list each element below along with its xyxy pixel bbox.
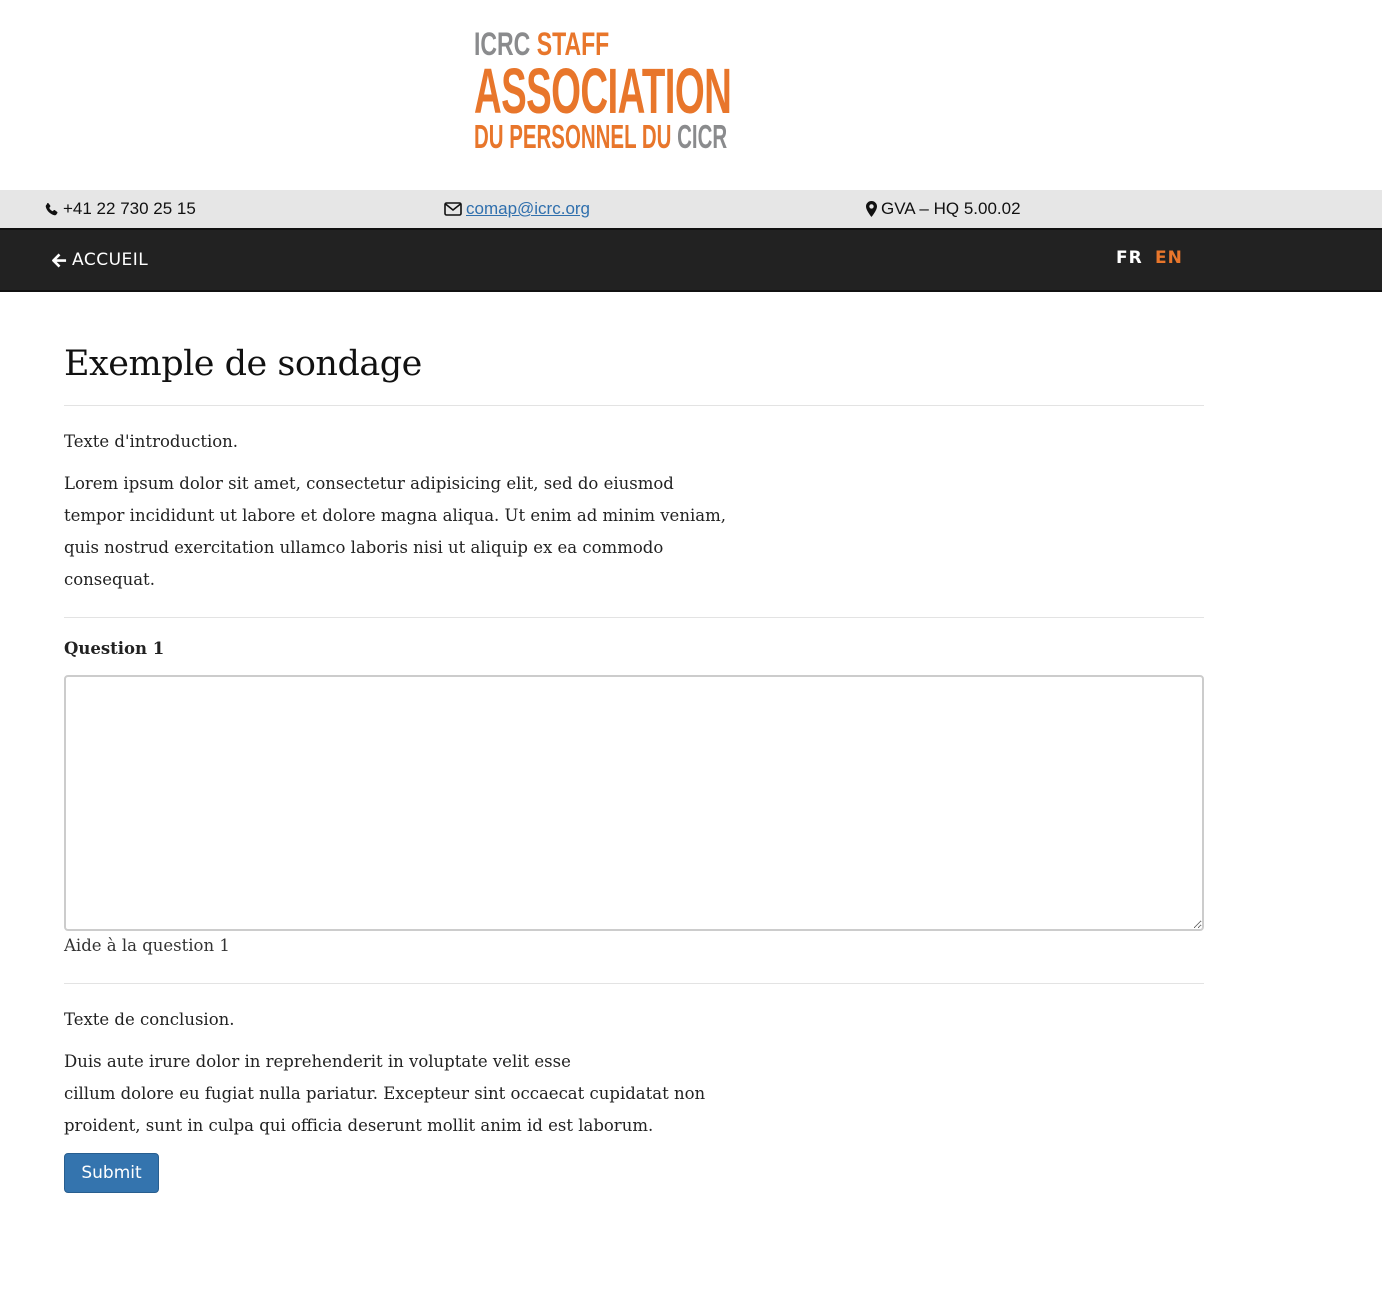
site-logo[interactable] bbox=[474, 26, 804, 155]
contact-email bbox=[444, 199, 590, 219]
home-link[interactable] bbox=[52, 250, 148, 270]
contact-location bbox=[866, 199, 1021, 219]
divider bbox=[64, 405, 1204, 406]
intro-line: tempor incididunt ut labore et dolore magna aliqua. Ut enim ad minim veniam, bbox=[64, 506, 726, 525]
conclusion-line: proident, sunt in culpa qui officia deserunt mollit anim id est laborum. bbox=[64, 1116, 654, 1135]
contact-bar bbox=[0, 190, 1382, 228]
lang-fr-link[interactable]: FR bbox=[1116, 248, 1143, 268]
email-link[interactable]: comap@icrc.org bbox=[466, 199, 591, 218]
logo-association-text: ASSOCIATION bbox=[474, 55, 732, 127]
phone-icon bbox=[44, 202, 59, 217]
divider bbox=[64, 617, 1204, 618]
divider bbox=[64, 983, 1204, 984]
lang-en-link[interactable]: EN bbox=[1155, 248, 1183, 268]
intro-text bbox=[64, 468, 726, 596]
page-title: Exemple de sondage bbox=[64, 344, 422, 384]
contact-phone bbox=[44, 199, 196, 219]
intro-title: Texte d'introduction. bbox=[64, 432, 239, 451]
logo-cicr-text: CICR bbox=[677, 118, 728, 155]
conclusion-line: cillum dolore eu fugiat nulla pariatur. Excepteur sint occaecat cupidatat non bbox=[64, 1084, 706, 1103]
question-1-help: Aide à la question 1 bbox=[64, 936, 230, 955]
intro-line: quis nostrud exercitation ullamco laboris nisi ut aliquip ex ea commodo bbox=[64, 538, 664, 557]
question-1-label: Question 1 bbox=[64, 639, 165, 658]
logo-staff-text: STAFF bbox=[536, 26, 610, 62]
map-marker-icon bbox=[866, 201, 877, 217]
question-1-textarea[interactable] bbox=[64, 675, 1204, 931]
submit-button[interactable]: Submit bbox=[64, 1153, 159, 1193]
main-navbar bbox=[0, 228, 1382, 292]
conclusion-text bbox=[64, 1046, 705, 1142]
arrow-left-icon bbox=[52, 253, 67, 268]
conclusion-line: Duis aute irure dolor in reprehenderit in voluptate velit esse bbox=[64, 1052, 571, 1071]
logo-du-personnel-text: DU PERSONNEL DU bbox=[474, 118, 672, 155]
phone-number: +41 22 730 25 15 bbox=[63, 199, 196, 218]
logo-icrc-text: ICRC bbox=[474, 26, 531, 62]
intro-line: Lorem ipsum dolor sit amet, consectetur adipisicing elit, sed do eiusmod bbox=[64, 474, 674, 493]
logo-line-3 bbox=[474, 120, 727, 153]
location-text: GVA – HQ 5.00.02 bbox=[881, 199, 1021, 218]
envelope-icon bbox=[444, 202, 462, 216]
home-link-label: ACCUEIL bbox=[72, 250, 149, 270]
intro-line: consequat. bbox=[64, 570, 155, 589]
conclusion-title: Texte de conclusion. bbox=[64, 1010, 235, 1029]
